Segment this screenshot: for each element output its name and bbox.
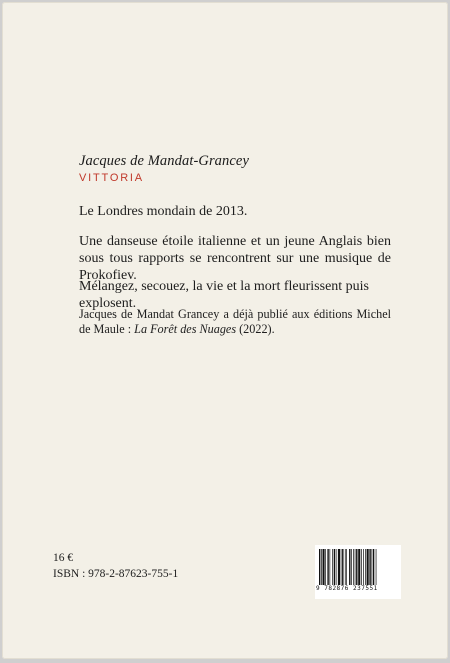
barcode-bar bbox=[372, 549, 373, 585]
author-bio-text: Jacques de Mandat Grancey a déjà publié aux éditions Michel de Maule bbox=[79, 307, 391, 336]
barcode-bar bbox=[345, 549, 346, 585]
author-bio bbox=[79, 307, 391, 337]
barcode-bar bbox=[355, 549, 356, 585]
barcode bbox=[315, 545, 401, 599]
barcode-bar bbox=[319, 549, 320, 585]
barcode-bar bbox=[363, 549, 364, 585]
barcode-bar bbox=[330, 549, 331, 585]
barcode-bar bbox=[336, 549, 337, 585]
book-title: VITTORIA bbox=[79, 172, 144, 184]
barcode-bar bbox=[349, 549, 350, 585]
barcode-bar bbox=[376, 549, 377, 585]
barcode-bar bbox=[334, 549, 335, 585]
barcode-bar bbox=[373, 549, 374, 585]
barcode-bar bbox=[323, 549, 325, 585]
previous-book-title: La Forêt des Nuages bbox=[134, 322, 237, 336]
barcode-digits: 9 782876 237551 bbox=[316, 585, 378, 592]
isbn: ISBN : 978-2-87623-755-1 bbox=[53, 568, 179, 580]
barcode-bar bbox=[332, 549, 333, 585]
barcode-bar bbox=[361, 549, 362, 585]
barcode-bar bbox=[325, 549, 326, 585]
barcode-bar bbox=[346, 549, 347, 585]
barcode-bar bbox=[358, 549, 360, 585]
barcode-bar bbox=[327, 549, 328, 585]
barcode-bar bbox=[338, 549, 340, 585]
previous-book-year: (2022). bbox=[236, 322, 275, 336]
barcode-bar bbox=[351, 549, 352, 585]
book-back-cover bbox=[2, 2, 448, 659]
barcode-bar bbox=[353, 549, 354, 585]
barcode-bar bbox=[341, 549, 342, 585]
barcode-bar bbox=[367, 549, 369, 585]
barcode-bar bbox=[342, 549, 343, 585]
blurb-line-1: Le Londres mondain de 2013. bbox=[79, 204, 248, 219]
blurb-line-2: Une danseuse étoile italienne et un jeune Anglais bien sous tous rapports se rencontrent sur une musique de Prokofiev. bbox=[79, 234, 391, 283]
blurb-line-3: Mélangez, secouez, la vie et la mort fleurissent puis explosent. bbox=[79, 279, 370, 311]
barcode-bar bbox=[369, 549, 370, 585]
barcode-bar bbox=[321, 549, 322, 585]
barcode-bar bbox=[356, 549, 357, 585]
barcode-bar bbox=[365, 549, 366, 585]
author-bio-separator: : bbox=[124, 322, 135, 336]
author-name: Jacques de Mandat-Grancey bbox=[79, 153, 249, 169]
barcode-bars bbox=[319, 549, 397, 585]
price: 16 € bbox=[53, 552, 74, 564]
